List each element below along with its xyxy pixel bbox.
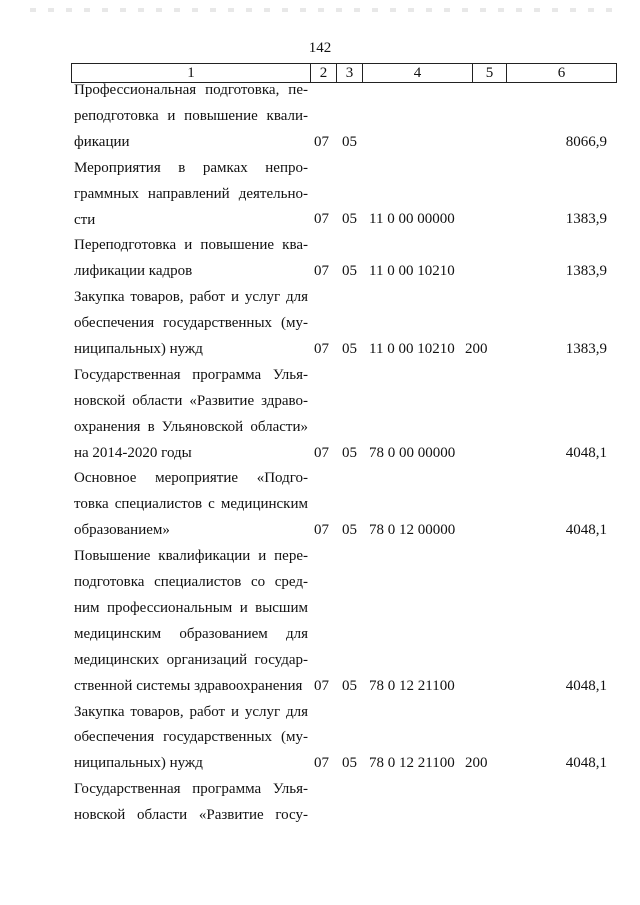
table-row — [0, 700, 640, 778]
row-title-line: Профессиональная подготовка, пе- — [74, 82, 308, 98]
row-title — [74, 777, 308, 829]
table-row — [0, 78, 640, 156]
expense-type-code: 200 — [465, 755, 488, 772]
table-row — [0, 233, 640, 285]
row-title — [74, 156, 308, 234]
row-title — [74, 466, 308, 544]
row-title-line: Мероприятия в рамках непро- — [74, 159, 308, 176]
row-title-line: Переподготовка и повышение ква- — [74, 237, 308, 254]
row-title-line: на 2014-2020 годы — [74, 444, 192, 461]
section-code: 07 — [314, 444, 329, 461]
row-title — [74, 544, 308, 699]
target-article-code: 11 0 00 10210 — [369, 340, 455, 357]
expense-type-code: 200 — [465, 340, 488, 357]
target-article-code: 78 0 12 00000 — [369, 522, 456, 539]
subsection-code: 05 — [342, 522, 357, 539]
subsection-code: 05 — [342, 755, 357, 772]
section-code: 07 — [314, 677, 329, 694]
row-title-line: лификации кадров — [74, 263, 193, 280]
subsection-code: 05 — [342, 340, 357, 357]
column-header-4: 4 — [363, 64, 473, 83]
amount: 1383,9 — [565, 263, 607, 280]
row-title-line: реподготовка и повышение квали- — [74, 107, 308, 124]
amount: 1383,9 — [565, 211, 607, 228]
section-code: 07 — [314, 340, 329, 357]
row-title-line: Государственная программа Улья- — [74, 781, 308, 798]
row-title-line: ственной системы здравоохранения — [74, 677, 303, 694]
section-code: 07 — [314, 522, 329, 539]
row-title-line: граммных направлений деятельно- — [74, 185, 308, 202]
row-title-line: ниципальных) нужд — [74, 340, 203, 357]
target-article-code: 11 0 00 00000 — [369, 211, 455, 228]
amount: 4048,1 — [565, 444, 607, 461]
row-title-line: подготовка специалистов со сред- — [74, 574, 308, 591]
table-row — [0, 466, 640, 544]
subsection-code: 05 — [342, 211, 357, 228]
target-article-code: 78 0 12 21100 — [369, 755, 455, 772]
row-title-line: фикации — [74, 133, 130, 150]
section-code: 07 — [314, 755, 329, 772]
target-article-code: 11 0 00 10210 — [369, 263, 455, 280]
subsection-code: 05 — [342, 263, 357, 280]
row-title-line: обеспечения государственных (му- — [74, 315, 308, 332]
amount: 4048,1 — [565, 755, 607, 772]
section-code: 07 — [314, 133, 329, 150]
row-title-line: новской области «Развитие госу- — [74, 807, 308, 824]
amount: 4048,1 — [565, 677, 607, 694]
section-code: 07 — [314, 263, 329, 280]
row-title — [74, 78, 308, 156]
amount: 8066,9 — [565, 133, 607, 150]
amount: 4048,1 — [565, 522, 607, 539]
row-title-line: сти — [74, 211, 96, 228]
row-title — [74, 700, 308, 778]
table-row — [0, 777, 640, 829]
scan-artifact — [30, 8, 620, 12]
row-title-line: товка специалистов с медицинским — [74, 496, 308, 513]
subsection-code: 05 — [342, 444, 357, 461]
row-title-line: образованием» — [74, 522, 170, 539]
table-row — [0, 285, 640, 363]
column-header-5: 5 — [473, 64, 507, 83]
row-title-line: медицинским образованием для — [74, 625, 308, 642]
target-article-code: 78 0 12 21100 — [369, 677, 455, 694]
row-title — [74, 285, 308, 363]
page-number: 142 — [308, 40, 332, 56]
table-row — [0, 363, 640, 467]
column-header-1: 1 — [72, 64, 311, 83]
subsection-code: 05 — [342, 677, 357, 694]
target-article-code: 78 0 00 00000 — [369, 444, 456, 461]
row-title-line: обеспечения государственных (му- — [74, 729, 308, 746]
subsection-code: 05 — [342, 133, 357, 150]
row-title-line: Закупка товаров, работ и услуг для — [74, 289, 308, 306]
column-header-2: 2 — [311, 64, 337, 83]
row-title-line: ним профессиональным и высшим — [74, 599, 308, 616]
row-title-line: Государственная программа Улья- — [74, 366, 308, 383]
section-code: 07 — [314, 211, 329, 228]
row-title-line: новской области «Развитие здраво- — [74, 392, 308, 409]
amount: 1383,9 — [565, 340, 607, 357]
row-title — [74, 363, 308, 467]
table-row — [0, 156, 640, 234]
row-title-line: ниципальных) нужд — [74, 755, 203, 772]
budget-table-body — [0, 78, 640, 829]
row-title-line: Основное мероприятие «Подго- — [74, 470, 308, 487]
table-row — [0, 544, 640, 699]
row-title-line: Закупка товаров, работ и услуг для — [74, 703, 308, 720]
row-title-line: медицинских организаций государ- — [74, 651, 308, 668]
row-title-line: охранения в Ульяновской области» — [74, 418, 308, 435]
column-header-3: 3 — [337, 64, 363, 83]
row-title-line: Повышение квалификации и пере- — [74, 548, 308, 565]
row-title — [74, 233, 308, 285]
column-header-6: 6 — [507, 64, 617, 83]
